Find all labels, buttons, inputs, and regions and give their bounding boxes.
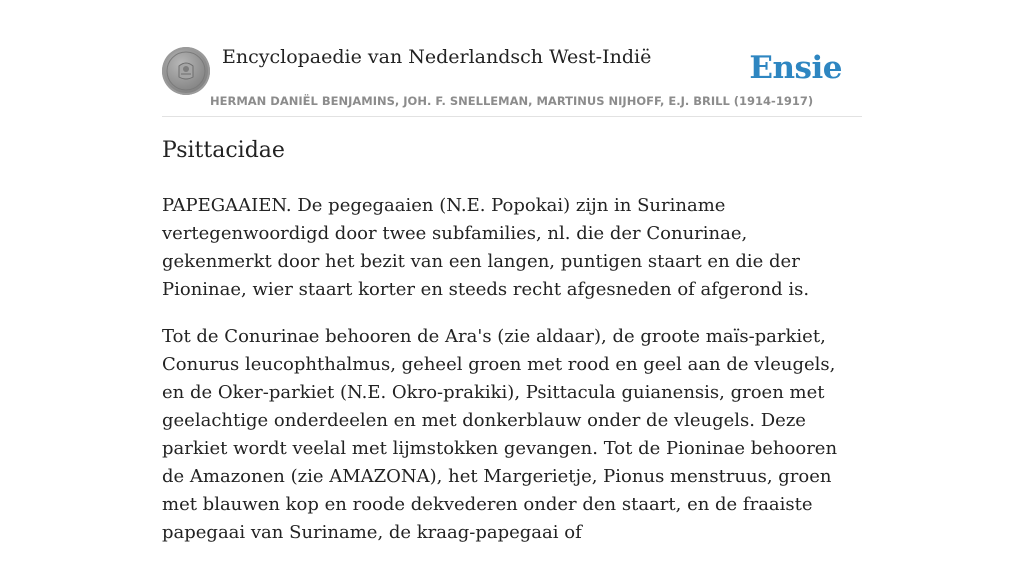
article-paragraph: PAPEGAAIEN. De pegegaaien (N.E. Popokai) zijn in Suriname vertegenwoordigd door twee subfamilies, nl. die der Conurinae, gekenmerkt door het bezit van een langen, puntigen staart en die der Pioninae, wier staart korter en steeds recht afgesneden of afgerond is. bbox=[162, 195, 810, 300]
article-paragraph: Tot de Conurinae behooren de Ara's (zie aldaar), de groote maïs-parkiet, Conurus leucophthalmus, geheel groen met rood en geel aan de vleugels, en de Oker-parkiet (N.E. Okro-prakiki), Psittacula guianensis, groen met geelachtige onderdeelen en met donkerblauw onder de vleugels. Deze parkiet wordt veelal met lijmstokken gevangen. Tot de Pioninae behooren de Amazonen (zie AMAZONA), het Margerietje, Pionus menstruus, groen met blauwen kop en roode dekvederen onder den staart, en de fraaiste papegaai van Suriname, de kraag-papegaai of bbox=[162, 326, 838, 543]
header bbox=[162, 40, 862, 117]
brand-logo[interactable]: Ensie bbox=[749, 50, 842, 86]
book-title[interactable]: Encyclopaedie van Nederlandsch West-Indië bbox=[222, 46, 652, 68]
authors-line: HERMAN DANIËL BENJAMINS, JOH. F. SNELLEMAN, MARTINUS NIJHOFF, E.J. BRILL (1914-1917) bbox=[210, 94, 814, 108]
article-body bbox=[162, 192, 862, 566]
article-title: Psittacidae bbox=[162, 138, 285, 163]
coin-seal-icon[interactable] bbox=[162, 47, 210, 95]
